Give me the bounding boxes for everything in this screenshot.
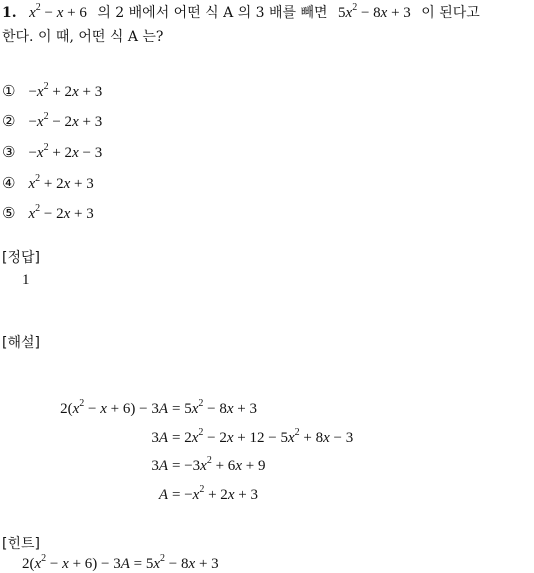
- solution-rhs: = $2x^2 - 2x + 12 - 5x^2 + 8x - 3$: [172, 427, 354, 446]
- solution-label: [해설]: [2, 335, 40, 351]
- answer-value: 1: [22, 272, 30, 288]
- choice-expression: $-x^2 + 2x + 3$: [28, 81, 103, 100]
- question-number: 1.: [2, 5, 17, 21]
- solution-rhs: = $-3x^2 + 6x + 9$: [172, 455, 266, 474]
- question-result-expression: $5x^2 - 8x + 3$: [338, 2, 411, 21]
- hint-expression: $2(x^2 - x + 6) - 3A = 5x^2 - 8x + 3$: [22, 553, 219, 572]
- question-expression: $x^2 - x + 6$: [29, 2, 87, 21]
- solution-rhs: = $5x^2 - 8x + 3$: [172, 398, 257, 417]
- solution-lhs: 3A: [151, 430, 168, 446]
- choice-number: ②: [2, 112, 16, 130]
- solution-rhs: = $-x^2 + 2x + 3$: [172, 484, 258, 503]
- solution-lhs: A: [158, 487, 168, 503]
- choice-3[interactable]: [2, 143, 102, 162]
- choice-expression: $-x^2 + 2x - 3$: [28, 142, 103, 161]
- choice-5[interactable]: [2, 204, 94, 223]
- choice-1[interactable]: [2, 82, 102, 101]
- question-line-2: 한다. 이 때, 어떤 식 A 는?: [2, 29, 164, 45]
- solution-lhs: 3A: [151, 458, 168, 474]
- choice-2[interactable]: [2, 112, 102, 131]
- answer-label: [정답]: [2, 250, 40, 266]
- choice-number: ④: [2, 174, 16, 192]
- question-text-part2: 이 된다고: [421, 5, 480, 21]
- choice-number: ⑤: [2, 204, 16, 222]
- choice-4[interactable]: [2, 174, 94, 193]
- choice-expression: $-x^2 - 2x + 3$: [28, 111, 103, 130]
- choice-expression: $x^2 + 2x + 3$: [28, 173, 94, 192]
- question-line-1: [2, 2, 480, 22]
- choice-number: ③: [2, 143, 16, 161]
- question-text-part1: 의 2 배에서 어떤 식 A 의 3 배를 빼면: [97, 5, 328, 21]
- hint-label: [힌트]: [2, 536, 40, 552]
- solution-lhs: $2(x^2 - x + 6) - 3A$: [60, 398, 168, 417]
- choice-expression: $x^2 - 2x + 3$: [28, 203, 94, 222]
- choice-number: ①: [2, 82, 16, 100]
